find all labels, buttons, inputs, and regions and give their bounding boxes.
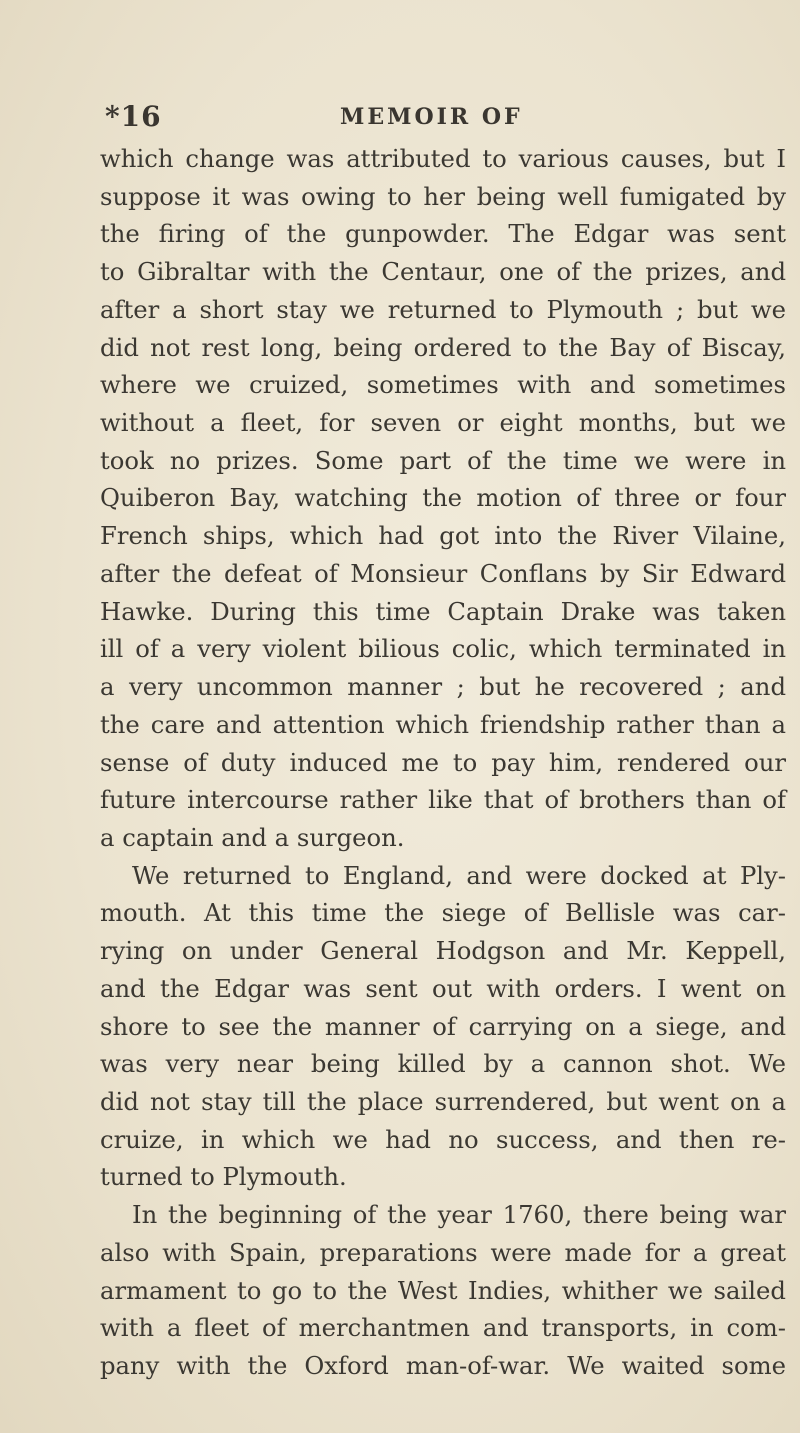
text-line: Quiberon Bay, watching the motion of three or four: [100, 483, 786, 513]
text-line: shore to see the manner of carrying on a siege, and: [100, 1011, 786, 1041]
page-header: [105, 100, 785, 140]
text-line: In the beginning of the year 1760, there being war: [132, 1200, 786, 1230]
text-line: did not rest long, being ordered to the Bay of Biscay,: [100, 332, 786, 362]
text-line: with a fleet of merchantmen and transports, in com-: [100, 1313, 786, 1343]
text-line: sense of duty induced me to pay him, rendered our: [100, 747, 786, 777]
text-line: after a short stay we returned to Plymouth ; but we: [100, 294, 786, 324]
text-line: took no prizes. Some part of the time we were in: [100, 445, 786, 475]
text-line: turned to Plymouth.: [100, 1162, 347, 1192]
text-line: We returned to England, and were docked at Ply-: [132, 860, 786, 890]
text-line: ill of a very violent bilious colic, which terminated in: [100, 634, 786, 664]
text-line: Hawke. During this time Captain Drake was taken: [100, 596, 786, 626]
text-line: and the Edgar was sent out with orders. I went on: [100, 973, 786, 1003]
text-line: the firing of the gunpowder. The Edgar was sent: [100, 219, 786, 249]
text-line: did not stay till the place surrendered, but went on a: [100, 1086, 786, 1116]
text-line: armament to go to the West Indies, whither we sailed: [100, 1275, 786, 1305]
running-head: MEMOIR OF: [340, 104, 523, 130]
text-line: suppose it was owing to her being well fumigated by: [100, 181, 786, 211]
page-number: *16: [105, 100, 162, 133]
text-line: future intercourse rather like that of brothers than of: [100, 785, 786, 815]
text-line: a captain and a surgeon.: [100, 822, 405, 852]
text-line: was very near being killed by a cannon shot. We: [100, 1049, 786, 1079]
text-line: where we cruized, sometimes with and sometimes: [100, 370, 786, 400]
text-line: to Gibraltar with the Centaur, one of the prizes, and: [100, 257, 786, 287]
text-line: which change was attributed to various causes, but I: [100, 144, 786, 173]
text-line: mouth. At this time the siege of Bellisle was car-: [100, 898, 786, 928]
text-line: French ships, which had got into the River Vilaine,: [100, 521, 786, 551]
text-line: pany with the Oxford man-of-war. We waited some: [100, 1351, 786, 1380]
text-line: rying on under General Hodgson and Mr. Keppell,: [100, 936, 786, 966]
text-line: a very uncommon manner ; but he recovered ; and: [100, 672, 786, 702]
text-line: also with Spain, preparations were made for a great: [100, 1237, 786, 1267]
text-line: without a fleet, for seven or eight months, but we: [100, 408, 786, 438]
text-line: after the defeat of Monsieur Conflans by Sir Edward: [100, 558, 786, 588]
body-text: [100, 140, 786, 1385]
text-line: the care and attention which friendship rather than a: [100, 709, 786, 739]
text-line: cruize, in which we had no success, and then re-: [100, 1124, 786, 1154]
